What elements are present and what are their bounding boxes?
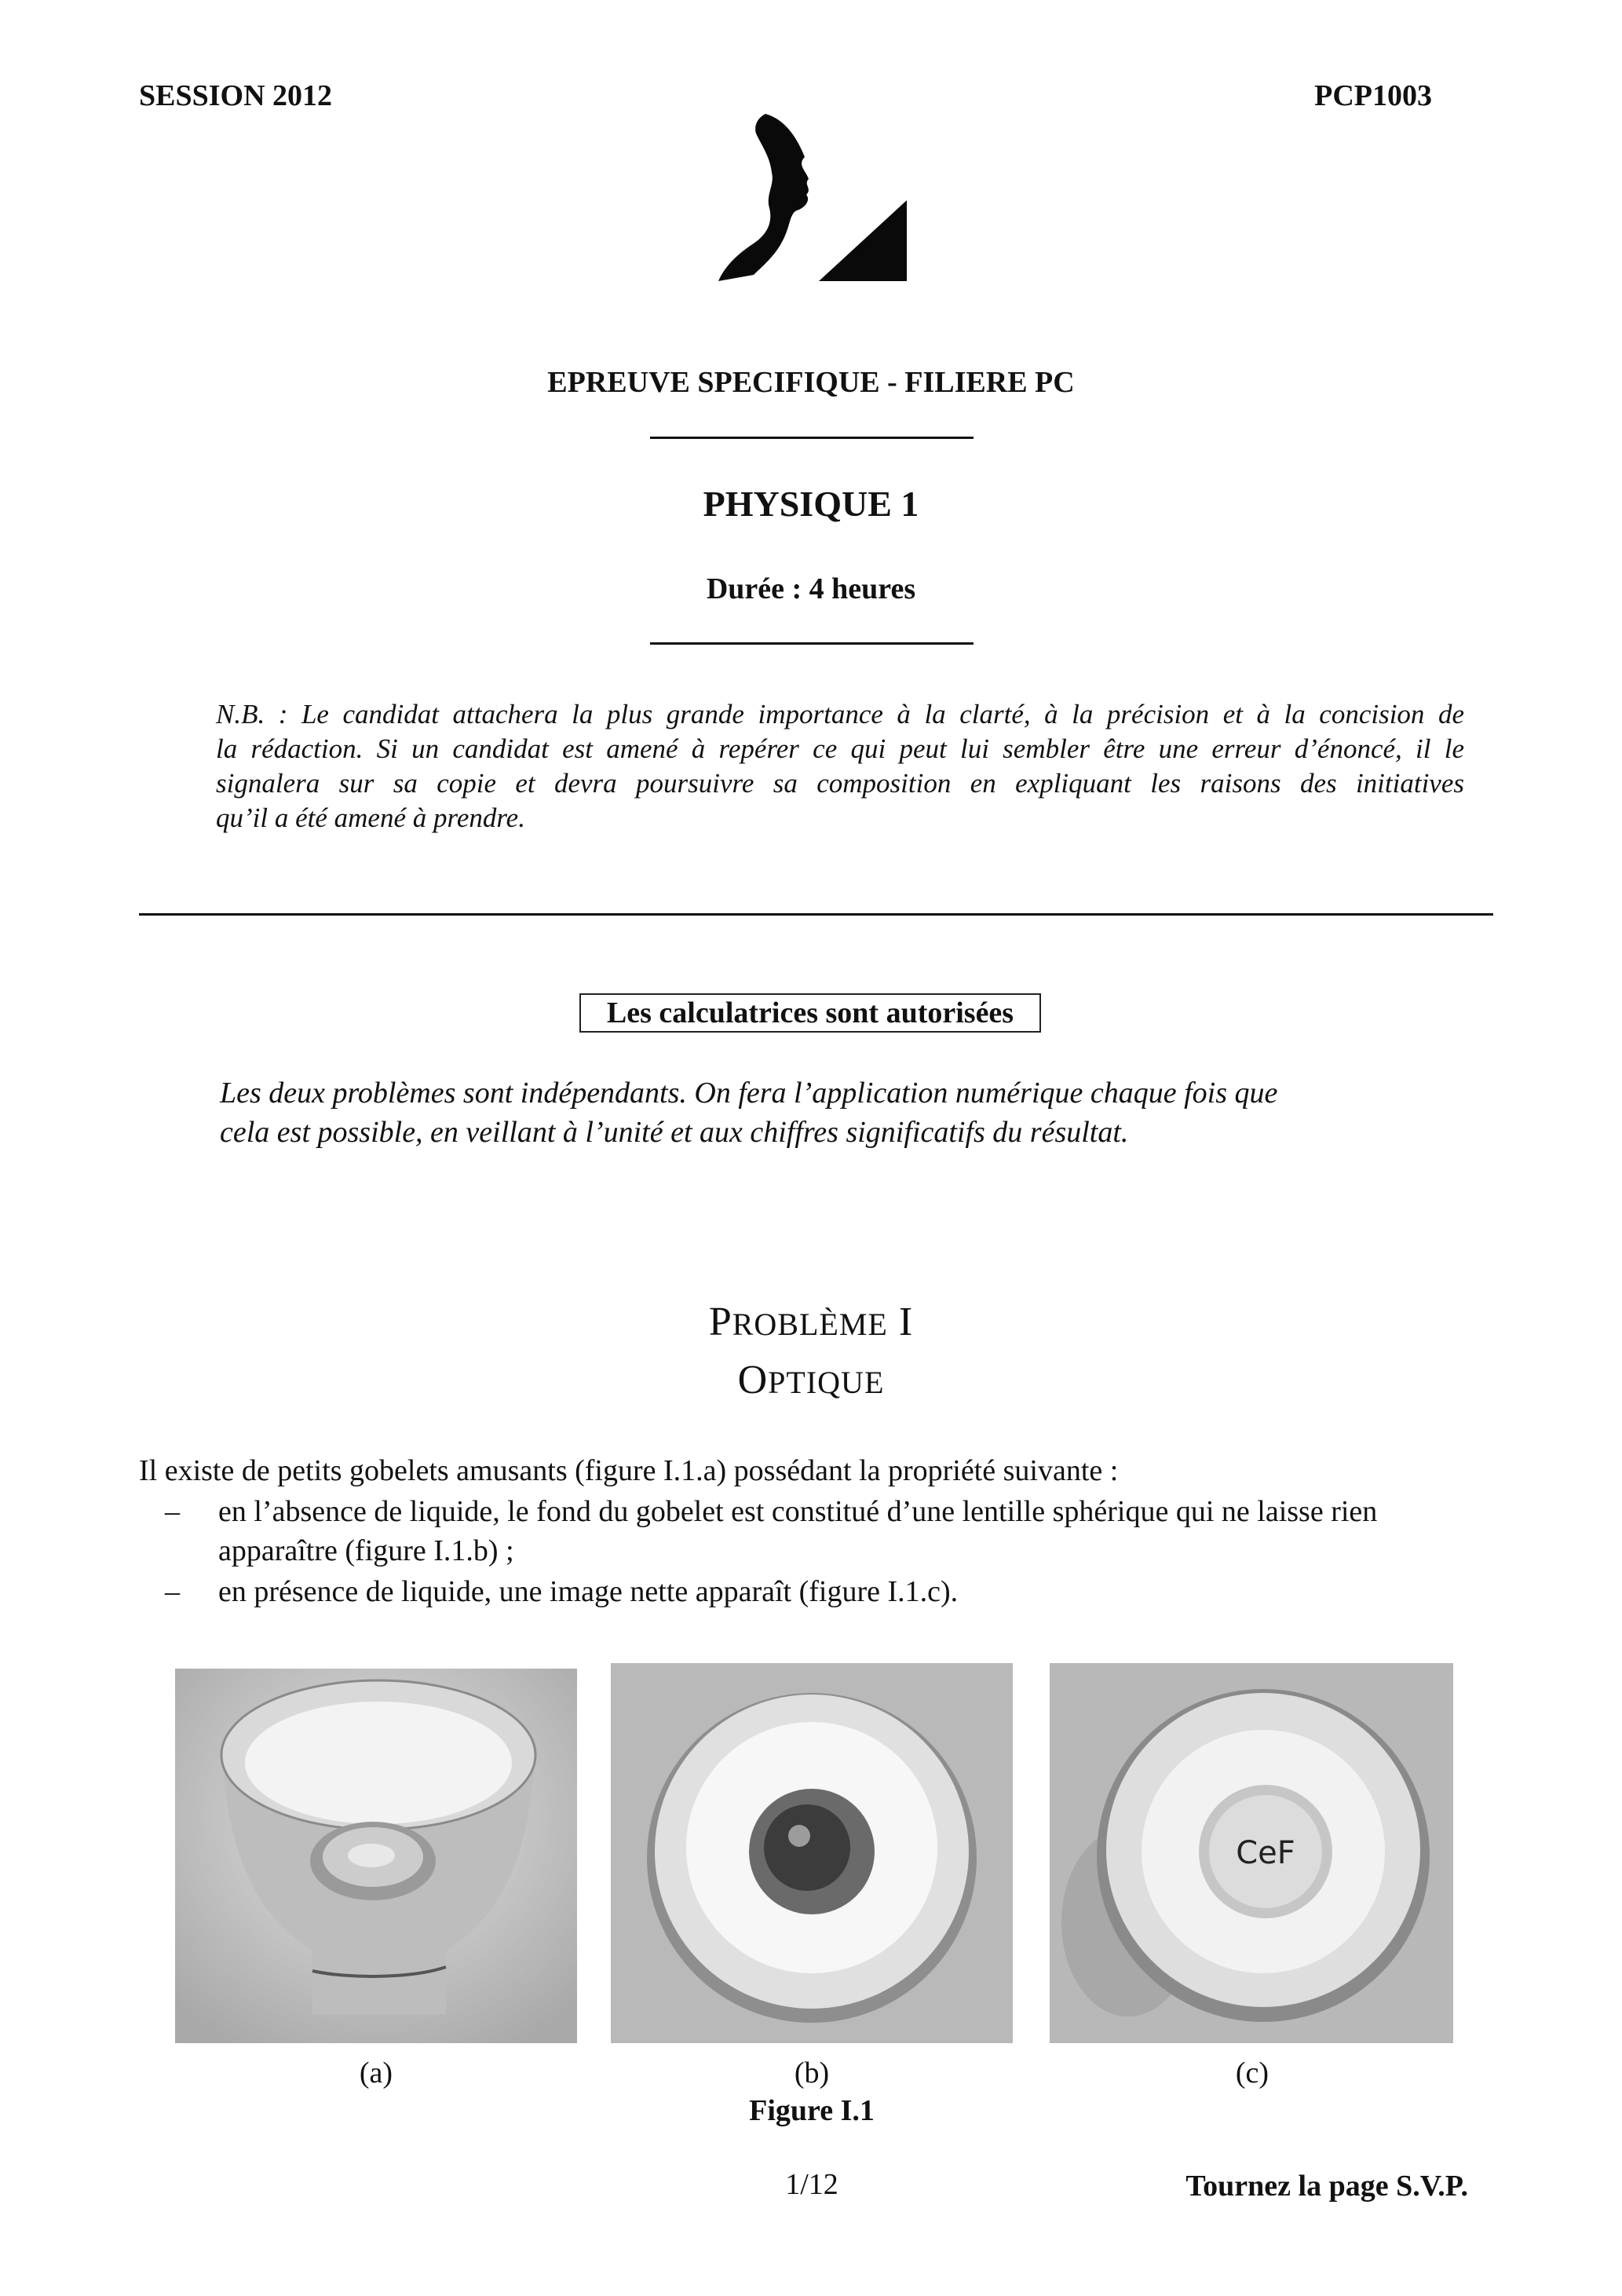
nb-notice	[216, 697, 1464, 835]
title-divider-2	[650, 642, 974, 645]
problem-number: PROBLÈME I	[708, 1300, 914, 1344]
figure-caption-b: (b)	[794, 2057, 830, 2089]
intro-line: Les deux problèmes sont indépendants. On fera l’application numérique chaque fois que	[220, 1077, 1278, 1110]
section-divider	[139, 913, 1493, 916]
concours-logo	[718, 110, 911, 287]
intro-line: cela est possible, en veillant à l’unité et aux chiffres significatifs du résultat.	[220, 1116, 1129, 1149]
turn-page-notice: Tournez la page S.V.P.	[1185, 2170, 1468, 2203]
photo-c-handwriting: CeF	[1236, 1835, 1295, 1871]
intro-text	[220, 1073, 1413, 1152]
body-lead: Il existe de petits gobelets amusants (figure I.1.a) possédant la propriété suivante :	[139, 1454, 1119, 1487]
epreuve-title: EPREUVE SPECIFIQUE - FILIERE PC	[547, 366, 1075, 399]
nb-line: la rédaction. Si un candidat est amené à repérer ce qui peut lui sembler être une erreur d’énoncé, il le	[216, 733, 1464, 764]
figure-photo-b	[611, 1663, 1013, 2043]
session-label: SESSION 2012	[139, 79, 333, 112]
nb-line: signalera sur sa copie et devra poursuivre sa composition en expliquant les raisons des initiatives	[216, 768, 1464, 799]
calculators-notice: Les calculatrices sont autorisées	[579, 993, 1041, 1033]
nb-line: N.B. : Le candidat attachera la plus grande importance à la clarté, à la précision et à la concision de	[216, 699, 1464, 729]
duration: Durée : 4 heures	[706, 572, 916, 605]
figure-photo-c	[1050, 1663, 1453, 2043]
problem-topic: OPTIQUE	[737, 1358, 885, 1402]
nb-line: qu’il a été amené à prendre.	[216, 803, 525, 833]
exam-code: PCP1003	[1314, 79, 1432, 112]
figure-photo-a	[175, 1669, 577, 2043]
subject-title: PHYSIQUE 1	[703, 484, 919, 524]
page-number: 1/12	[785, 2168, 838, 2201]
figure-caption-a: (a)	[359, 2057, 393, 2089]
figure-label: Figure I.1	[749, 2094, 875, 2127]
figure-caption-c: (c)	[1235, 2057, 1269, 2089]
title-divider-1	[650, 437, 974, 439]
